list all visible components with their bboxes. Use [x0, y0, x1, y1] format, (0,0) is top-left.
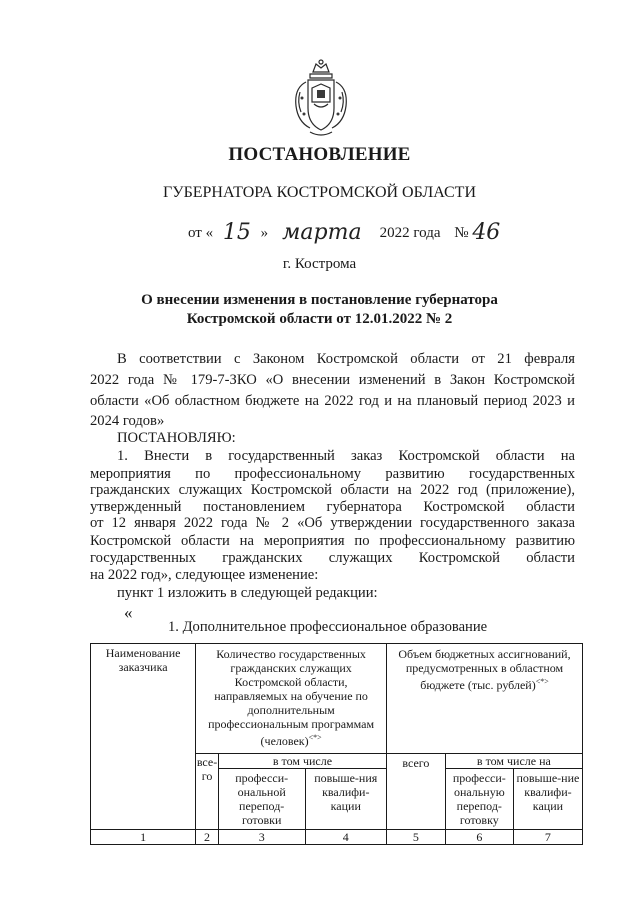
- quote-open: «: [124, 603, 133, 622]
- column-number: 4: [305, 830, 387, 845]
- date-prefix: от «: [188, 225, 214, 241]
- header-cell-count: [196, 644, 387, 754]
- city: г. Кострома: [282, 256, 357, 272]
- subheader-qualification: повыше-ния квалифи-кации: [305, 769, 387, 830]
- amendment-point: пункт 1 изложить в следующей редакции:: [117, 585, 378, 601]
- subheader-retraining: професси-ональную перепод-готовку: [445, 769, 513, 830]
- column-number: 1: [91, 830, 196, 845]
- header-cell-customer: Наименование заказчика: [91, 644, 196, 830]
- footnote-mark: <*>: [535, 677, 549, 686]
- decree-word: ПОСТАНОВЛЯЮ:: [117, 430, 236, 446]
- column-number: 5: [387, 830, 446, 845]
- issuer-title: ГУБЕРНАТОРА КОСТРОМСКОЙ ОБЛАСТИ: [162, 184, 476, 201]
- heading-line: О внесении изменения в постановление губернатора: [141, 292, 498, 308]
- paragraph-line: утвержденный постановлением губернатора Костромской области: [90, 499, 575, 515]
- header-cell-budget: [387, 644, 583, 754]
- subheader-total: всего: [387, 754, 446, 830]
- heading-line: Костромской области от 12.01.2022 № 2: [186, 311, 453, 327]
- subheader-total-short: все-го: [196, 754, 219, 830]
- column-number: 6: [445, 830, 513, 845]
- paragraph-line: 1. Внести в государственный заказ Костромской области на: [117, 448, 575, 464]
- number-label: №: [454, 225, 469, 241]
- handwritten-month: марта: [282, 220, 362, 245]
- column-number: 2: [196, 830, 219, 845]
- subheader-retraining: професси-ональной перепод-готовки: [218, 769, 305, 830]
- paragraph-line: области «Об областном бюджете на 2022 год и на плановый период 2023 и: [90, 393, 575, 409]
- column-number: 7: [513, 830, 582, 845]
- header-text: Количество государственных гражданских служащих Костромской области, направляемых на обучение по дополнительным профессиональным программам (человек): [208, 647, 375, 748]
- paragraph-line: 2024 годов»: [90, 413, 165, 429]
- paragraph-line: В соответствии с Законом Костромской области от 21 февраля: [117, 351, 575, 367]
- budget-table: [90, 643, 583, 845]
- date-mid: »: [260, 225, 269, 241]
- section-title: 1. Дополнительное профессиональное образование: [168, 619, 488, 635]
- decree-heading: [0, 291, 639, 329]
- subheader-including: в том числе: [218, 754, 386, 769]
- paragraph-line: от 12 января 2022 года № 2 «Об утверждении государственного заказа: [90, 515, 575, 531]
- paragraph-line: Костромской области на мероприятия по профессиональному развитию: [90, 533, 575, 549]
- handwritten-number: 46: [472, 220, 501, 245]
- header-text: Объем бюджетных ассигнований, предусмотренных в областном бюджете (тыс. рублей): [398, 647, 571, 692]
- handwritten-day: 15: [222, 220, 251, 245]
- footnote-mark: <*>: [308, 733, 322, 742]
- document-title: ПОСТАНОВЛЕНИЕ: [228, 144, 411, 165]
- column-number: 3: [218, 830, 305, 845]
- paragraph-line: гражданских служащих Костромской области на 2022 год (приложение),: [90, 482, 575, 498]
- paragraph-line: на 2022 год», следующее изменение:: [90, 567, 319, 583]
- date-line: [188, 218, 500, 243]
- paragraph-line: мероприятия по профессиональному развитию государственных: [90, 466, 575, 482]
- paragraph-line: государственных гражданских служащих Костромской области: [90, 550, 575, 566]
- kostroma-coat-of-arms-icon: [288, 58, 354, 140]
- paragraph-line: 2022 года № 179-7-ЗКО «О внесении изменений в Закон Костромской: [90, 372, 575, 388]
- subheader-including-on: в том числе на: [445, 754, 582, 769]
- subheader-qualification: повыше-ние квалифи-кации: [513, 769, 582, 830]
- date-year: 2022 года: [379, 225, 441, 241]
